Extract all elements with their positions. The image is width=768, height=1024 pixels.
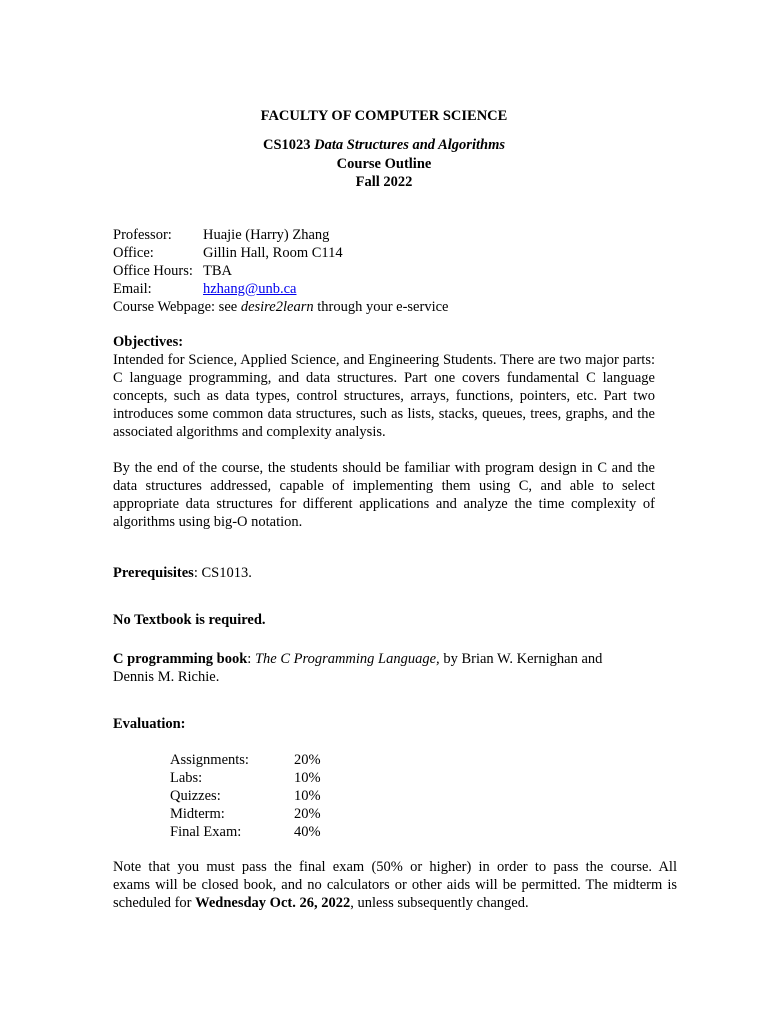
evaluation-item-value: 10%	[294, 770, 321, 786]
note-line-2: exams will be closed book, and no calculators or other aids will be permitted. The midterm is	[113, 877, 677, 893]
email-row	[0, 280, 768, 298]
book-authors-1: by Brian W. Kernighan and	[439, 651, 603, 667]
objectives-paragraph-2: By the end of the course, the students should be familiar with program design in C and the data structures addressed, capable of implementing them using C, and able to select appropriate data structures for different applications and analyze the time complexity of algorithms using big-O notation.	[113, 460, 655, 530]
evaluation-heading: Evaluation:	[113, 716, 186, 732]
book-label: C programming book	[113, 651, 248, 667]
office-label: Office:	[113, 245, 154, 261]
objectives-paragraph-1: Intended for Science, Applied Science, and Engineering Students. There are two major parts: C language programming, and data structures. Part one covers fundamental C language concepts, such as data types, control structures, arrays, functions, pointers, etc. Part two introduces some common data structures, such as lists, stacks, queues, trees, graphs, and the associated algorithms and complexity analysis.	[113, 352, 655, 440]
faculty-title: FACULTY OF COMPUTER SCIENCE	[260, 108, 508, 124]
evaluation-row	[0, 787, 768, 805]
course-title	[0, 136, 768, 154]
office-hours-label: Office Hours:	[113, 263, 193, 279]
book-sep: :	[247, 651, 255, 667]
note-line-3-prefix: scheduled for	[113, 895, 196, 911]
note-line-3	[113, 894, 677, 912]
evaluation-item-value: 20%	[294, 752, 321, 768]
evaluation-item-label: Midterm:	[170, 806, 225, 822]
evaluation-item-label: Labs:	[170, 770, 203, 786]
prerequisites-line	[113, 564, 252, 582]
evaluation-row	[0, 751, 768, 769]
evaluation-item-label: Final Exam:	[170, 824, 242, 840]
book-title: The C Programming Language,	[254, 651, 440, 667]
book-line-1	[113, 650, 673, 668]
office-value: Gillin Hall, Room C114	[203, 245, 343, 261]
book-line-2: Dennis M. Richie.	[113, 669, 220, 685]
office-row	[0, 244, 768, 262]
midterm-date: Wednesday Oct. 26, 2022	[195, 895, 351, 911]
doc-type: Course Outline	[336, 156, 432, 172]
email-link[interactable]: hzhang@unb.ca	[203, 281, 297, 297]
webpage-line	[113, 298, 713, 316]
webpage-suffix: through your e-service	[313, 299, 449, 315]
webpage-prefix: Course Webpage: see	[113, 299, 241, 315]
objectives-heading: Objectives:	[113, 334, 184, 350]
evaluation-item-label: Assignments:	[170, 752, 249, 768]
prerequisites-value: : CS1013.	[193, 565, 252, 581]
professor-row	[0, 226, 768, 244]
evaluation-row	[0, 823, 768, 841]
course-name: Data Structures and Algorithms	[314, 137, 505, 153]
course-code: CS1023	[262, 137, 311, 153]
email-label: Email:	[113, 281, 152, 297]
textbook-note: No Textbook is required.	[113, 612, 266, 628]
note-line-1: Note that you must pass the final exam (50% or higher) in order to pass the course. All	[113, 859, 677, 875]
note-line-3-suffix: , unless subsequently changed.	[350, 895, 529, 911]
evaluation-row	[0, 769, 768, 787]
evaluation-item-label: Quizzes:	[170, 788, 221, 804]
webpage-platform: desire2learn	[240, 299, 314, 315]
professor-label: Professor:	[113, 227, 172, 243]
office-hours-value: TBA	[203, 263, 232, 279]
evaluation-item-value: 40%	[294, 824, 321, 840]
evaluation-row	[0, 805, 768, 823]
prerequisites-label: Prerequisites	[113, 565, 194, 581]
evaluation-item-value: 10%	[294, 788, 321, 804]
term: Fall 2022	[355, 174, 413, 190]
evaluation-item-value: 20%	[294, 806, 321, 822]
office-hours-row	[0, 262, 768, 280]
professor-value: Huajie (Harry) Zhang	[203, 227, 330, 243]
